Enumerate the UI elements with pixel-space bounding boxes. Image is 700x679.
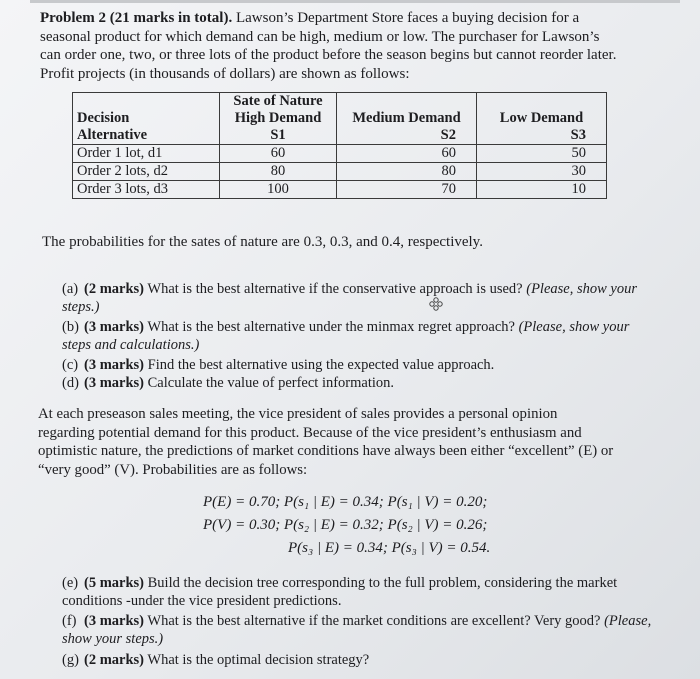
formula-line-3: P(s₃ | E) = 0.34; P(s₃ | V) = 0.54. [288,540,491,556]
question-f [62,612,652,648]
blank-header-cell-2 [337,93,477,111]
intro-line-2: seasonal product for which demand can be high, medium or low. The purchaser for Lawson’s [40,28,600,45]
question-e-label: (e) [62,575,79,591]
cell-d2-s1: 80 [220,163,337,181]
problem-intro [40,9,680,83]
question-e [62,574,632,610]
question-c-label: (c) [62,357,79,373]
question-a [62,280,652,316]
blank-header-cell-3 [477,93,607,111]
question-b-note: (Please, show your steps and calculations.) [62,319,630,353]
cell-d1-s3: 50 [477,145,607,163]
state-name-s2: Medium Demand [337,110,477,127]
intro-line-4: Profit projects (in thousands of dollars) are shown as follows: [40,65,410,82]
question-c-text: Find the best alternative using the expected value approach. [144,357,495,373]
cell-d3-s1: 100 [220,181,337,199]
intro-line-1 [40,9,680,28]
question-f-label: (f) [62,613,77,629]
problem-heading: Problem 2 (21 marks in total). [40,10,233,26]
question-d-marks: (3 marks) [84,375,145,391]
cell-d3-s3: 10 [477,181,607,199]
table-row [73,163,607,181]
cell-d3-s2: 70 [337,181,477,199]
cell-d1-s1: 60 [220,145,337,163]
question-a-text: What is the best alternative if the conservative approach is used? [144,281,527,297]
question-d [62,374,652,392]
question-c [62,356,652,374]
table-header-row-3 [73,127,607,145]
state-code-s2: S2 [337,127,477,145]
question-b-text: What is the best alternative under the minmax regret approach? [144,319,519,335]
cell-d1-s2: 60 [337,145,477,163]
question-b [62,318,652,354]
intro-text-1: Lawson’s Department Store faces a buying decision for a [235,10,580,26]
state-name-s1: High Demand [220,110,337,127]
table-row [73,181,607,199]
preseason-line-1: At each preseason sales meeting, the vice president of sales provides a personal opinion [38,406,558,422]
question-g [62,651,652,669]
question-f-note: (Please, show your steps.) [62,613,652,647]
formula-line-2: P(V) = 0.30; P(s₂ | E) = 0.32; P(s₂ | V) = 0.26; [203,517,488,533]
question-e-marks: (5 marks) [84,575,145,591]
question-a-marks: (2 marks) [84,281,145,297]
question-a-label: (a) [62,281,79,297]
question-a-note: (Please, show your steps.) [62,281,637,315]
state-code-s3: S3 [477,127,607,145]
preseason-line-2: regarding potential demand for this product. Because of the vice president’s enthusiasm and [38,424,582,441]
state-name-s3: Low Demand [477,110,607,127]
question-d-label: (d) [62,375,79,391]
question-g-label: (g) [62,652,79,668]
decision-header-cell [73,93,220,128]
table-row [73,145,607,163]
question-e-text: Build the decision tree corresponding to the full problem, considering the market conditions -under the vice president predictions. [62,575,618,609]
intro-line-3: can order one, two, or three lots of the product before the season begins but cannot reorder later. [40,47,617,63]
cell-d2-s3: 30 [477,163,607,181]
preseason-line-3: optimistic nature, the predictions of market conditions have always been either “excellent” (E) or [38,443,614,459]
sate-of-nature-header: Sate of Nature [220,93,337,111]
question-c-marks: (3 marks) [84,357,145,373]
page-top-edge [30,0,680,3]
move-cursor-icon [428,296,444,312]
alternative-header-label: Alternative [73,127,220,145]
question-b-label: (b) [62,319,79,335]
state-code-s1: S1 [220,127,337,145]
table-header-row-1 [73,93,607,111]
question-f-text: What is the best alternative if the market conditions are excellent? Very good? [144,613,605,629]
question-d-text: Calculate the value of perfect information. [144,375,395,391]
payoff-table [72,92,607,199]
preseason-paragraph [38,405,668,479]
question-b-marks: (3 marks) [84,319,145,335]
probabilities-text: The probabilities for the sates of nature are 0.3, 0.3, and 0.4, respectively. [42,234,483,250]
cell-d2-s2: 80 [337,163,477,181]
formula-line-1: P(E) = 0.70; P(s₁ | E) = 0.34; P(s₁ | V) = 0.20; [203,494,488,510]
row-label-d1: Order 1 lot, d1 [73,145,220,163]
decision-header-label: Decision [77,110,130,126]
question-f-marks: (3 marks) [84,613,145,629]
preseason-line-4: “very good” (V). Probabilities are as follows: [38,461,308,478]
question-g-text: What is the optimal decision strategy? [144,652,370,668]
question-g-marks: (2 marks) [84,652,145,668]
row-label-d3: Order 3 lots, d3 [73,181,220,199]
row-label-d2: Order 2 lots, d2 [73,163,220,181]
